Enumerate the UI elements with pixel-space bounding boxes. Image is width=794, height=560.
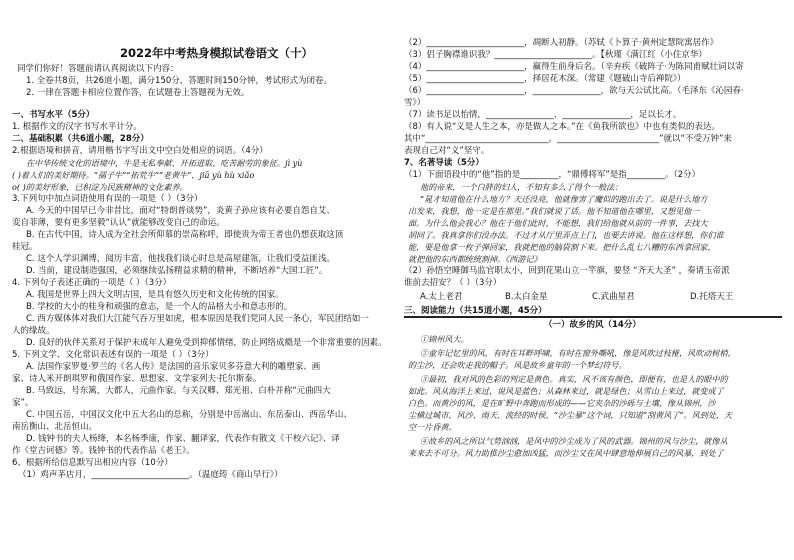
right-column [400, 0, 794, 560]
question-7-passage-line-7: 就把他的东西都统统割掉。《西游记》 [408, 254, 542, 264]
question-5-option-a: A. 法国作家罗曼·罗兰的《名人传》是法国的音乐家贝多芬意大利的雕塑家、画 [26, 362, 321, 372]
question-3-option-a-cont: 変自菲薄，要有更多坚毅“认认”就能够改变自己的命运。 [12, 218, 225, 228]
question-4-option-b: B. 学校的大小的桂身和顽强的意志，是一个人的品格大小和意志形的。 [26, 302, 293, 312]
question-7-item-2: （2）孙悟空睡御马监官职太小，回到花果山立一竿旗，要竖 “齐天大圣” ，奏请玉帝派 [404, 266, 730, 276]
question-7-passage-line-5: 胡同了。我真拿你们没办法。不过才从厅里弄点上门，也要去讲说。他在这样想，你们谁 [408, 230, 724, 240]
question-4-option-c: C. 西方媒体体对我们大江能气吞万里如虎，根本原因是我们党同人民一条心，军民团结如一 [26, 314, 369, 324]
passage-paragraph-3-cont-1: 如此。风从海洋上来过，说风是蓝色；从森林来过，就是绿色；从雪山上来过，就变成了 [408, 386, 724, 396]
question-6-item-8-end: 表现自己对“义”坚守。 [404, 146, 490, 156]
instructions-item-1: 1. 全卷共8页，共26道小题，满分150分，答题时间150分钟，考试形式为闭卷。 [26, 76, 332, 86]
question-4-prompt: 4. 下列句子表述正确的一项是（ ）（3分） [12, 278, 172, 288]
instructions-item-2: 2. 一律在答题卡相应位置作答，在试题卷上答题视为无效。 [26, 88, 250, 98]
passage-paragraph-1: ①锦州风大。 [420, 334, 469, 344]
question-5-option-a-cont: 家、诗人米开朗琪罗和俄国作家、思想家、文学家列夫·托尔斯泰。 [12, 374, 262, 384]
section-heading-basics: 二、基础积累（共6道小题，28分） [12, 134, 149, 144]
question-7-heading: 7、名著导读（5分） [404, 158, 484, 168]
question-6-item-6-cont: 雪》） [404, 98, 426, 108]
question-7-option-b: B.太白金星 [505, 292, 548, 302]
question-3-option-b: B. 在古代中国，诗人成为全社会所仰慕的崇高称呼，即使贵为帝王者也仍想获取这顶 [26, 230, 344, 240]
question-7-passage-line-3: 出发来，我想，他一定是在那里。”我们就说了话。他不知道他在哪里，又想见他一 [408, 206, 700, 216]
question-4-option-d: D. 良好的伙伴关系对于保护未成年人避免受到抑郁情绪，防止网络成瘾是一个非常重要的因素。 [26, 338, 387, 348]
question-6-prompt: 6、根据所给信息默写出相应内容（10分） [12, 458, 173, 468]
question-3-option-d: D. 当前，建设制造强国，必须继续弘扬精益求精的精神，不断培养“大国工匠”。 [26, 266, 328, 276]
question-2-passage-line-1: 在中华传统文化的语境中，牛是无私奉献、开拓进取、吃苦耐劳的象征。jì yù [26, 158, 303, 168]
question-7-passage-line-4: 面。为什么他会我心？他在于他们此时，不能想，我们给他就从前的一件事，去找大 [408, 218, 708, 228]
question-6-item-8-cont: 其中“_____________________________，________________________”就以“不受万钟”来 [404, 134, 732, 144]
question-6-item-8: （8）有人说“义是人生之本，亦是做人之本。”在《鱼我所欲也》中也有类似的表达。 [404, 122, 720, 132]
question-2-prompt: 2.根据语境和拼音，请用楷书字写出文中空白处相应的词语。（4分） [12, 146, 268, 156]
instructions-intro: 同学们你好！答题前请认真阅读以下内容： [17, 64, 179, 74]
passage-paragraph-3-cont-2: 白色。而黄沙的风，是在旷野中奔跑而形成的——它夹杂的沙砾与土壤，像从锦州，沙 [408, 398, 716, 408]
question-7-passage-line-6: 能，要是他拿一枚子弹回家，我就把他的脑袋割下来。把什么乱七八糟的东西拿回家， [408, 242, 716, 252]
question-2-passage-line-3: o( )的美好形象，已积淀为民族精神的文化素养。 [12, 182, 188, 192]
question-6-item-6: （6）_______________________，________________，欲与天公试比高。（毛泽东《沁园春· [404, 86, 744, 96]
passage-paragraph-3-cont-3: 尘横过城市，风沙、雨天、流经的时侯，“沙尘暴”这个词，只知道“刮黄风了”。风到处，天 [408, 410, 733, 420]
question-7-option-d: D.托塔天王 [690, 292, 734, 302]
reading-passage-title: （一）故乡的风（14分） [544, 320, 641, 330]
question-7-passage-line-1: 他的帝来，一个白胖的妇人，不知有多么了得个一般法： [420, 182, 623, 192]
question-6-item-1: （1）鸡声茅店月，_______________________。（温庭筠《商山早行》） [18, 470, 283, 480]
question-5-option-d: D. 钱钟书的夫人杨绛，本名杨季康，作家、翻译家，代表作有散文《干校六记》、译 [26, 434, 340, 444]
question-7-passage-line-2: “晁才知道他在什么地方？天还没亮，他就像害了魔似的跑出去了。说是什么地方 [420, 194, 708, 204]
passage-paragraph-4: ④故乡的风之所以气势汹汹，是风中的沙尘成为了风的武器。锦州的风与沙尘，就像从 [420, 436, 728, 446]
exam-title: 2022年中考热身模拟试卷语文（十） [120, 46, 314, 60]
question-5-option-b: B. 马致远，号东篱，大都人，元曲作家。与关汉卿、郑光祖、白朴并称“元曲四大 [26, 386, 331, 396]
question-5-option-b-cont: 家”。 [12, 398, 34, 408]
question-6-item-2: （2）_______________________，凋断人初静。（苏轼《卜算子·黄州定慧院寓居作》 [404, 38, 719, 48]
question-3-prompt: 3.下列句中加点词语使用有误的一项是（ ）（3分） [12, 194, 203, 204]
question-1: 1. 根据作文的汉字书写水平计分。 [12, 122, 142, 132]
reading-heading-rule [404, 316, 782, 318]
passage-paragraph-3-cont-4: 空一片昏黄。 [408, 422, 457, 432]
question-2-passage-line-2: ( )着人们的美好期待。“孺子牛”“拓荒牛”“老黄牛”，jiā yù hù xiǎo [12, 170, 255, 180]
question-3-option-a: A. 今天的中国早已今非昔比，面对“特朗普谈势”，炎黄子孙应该有必要自怨自艾、 [26, 206, 335, 216]
passage-paragraph-2-cont: 的尘沙，还会吹走我的帽子。风是故乡童年的一个梦幻符号。 [408, 360, 627, 370]
question-5-option-d-cont: 作《堂吉诃德》等。钱钟书的代表作品《老王》。 [12, 446, 195, 456]
question-6-item-4: （4）_______________________，赢得生前身后名。（辛弃疾《破阵子·为陈同甫赋壮词以寄 [404, 62, 744, 72]
question-3-option-b-cont: 桂冠。 [12, 242, 38, 252]
question-4-option-a: A. 我国是世界上四大文明古国，是具有悠久历史和文化传统的国家。 [26, 290, 284, 300]
question-6-item-7: （7）读书足以怡情，________________，________________，足以长才。 [404, 110, 682, 120]
section-heading-reading: 三、阅读能力（共15道小题，45分） [404, 306, 547, 316]
question-3-option-c: C. 这个人学识渊博，阅历丰富，他找我们谈心时总是高屋建瓴，让我们受益匪浅。 [26, 254, 335, 264]
question-5-option-c-cont: 南岳衡山、北岳恒山。 [12, 422, 98, 432]
question-7-item-1: （1）下面语段中的“他”指的是_________，“鼎傅将军”是指_________。（2分） [404, 170, 701, 180]
question-6-item-3: （3）侣子胸襟谁识我？_______________________。【秋瑾《满江红（小住京华） [404, 50, 707, 60]
passage-paragraph-2: ②童年记忆里的风，有时在耳畔呼啸，有时在窗外嘶吼，像是风吹过枝桠，风吹动树梢， [420, 348, 736, 358]
section-heading-writing: 一、书写水平（5分） [12, 110, 95, 120]
question-7-option-c: C.武曲星君 [592, 292, 635, 302]
question-5-option-c: C. 中国五岳，中国汉文化中五大名山的总称，分别是中岳嵩山、东岳泰山、西岳华山、 [26, 410, 352, 420]
question-7-option-a: A.太上老君 [420, 292, 463, 302]
passage-paragraph-4-cont: 来来去不可分。风力助推沙尘愈加凶猛，而沙尘又在风中肆意地伸展自己的风暴，到处了 [408, 448, 724, 458]
question-7-item-2-cont: 谁前去招安？（ ）（3分） [404, 278, 502, 288]
question-6-item-5: （5）_______________________，择居花木深。（常建《题破山寺后禅院》） [404, 74, 686, 84]
passage-paragraph-3: ③最初，我对风的色彩的判定是黄色。真实，风不该有颜色，即便有，也是人的眼中的 [420, 374, 728, 384]
question-4-option-c-cont: 人的缘故。 [12, 326, 55, 336]
question-5-prompt: 5. 下列文学、文化常识表述有误的一项是（ ）（3分） [12, 350, 214, 360]
